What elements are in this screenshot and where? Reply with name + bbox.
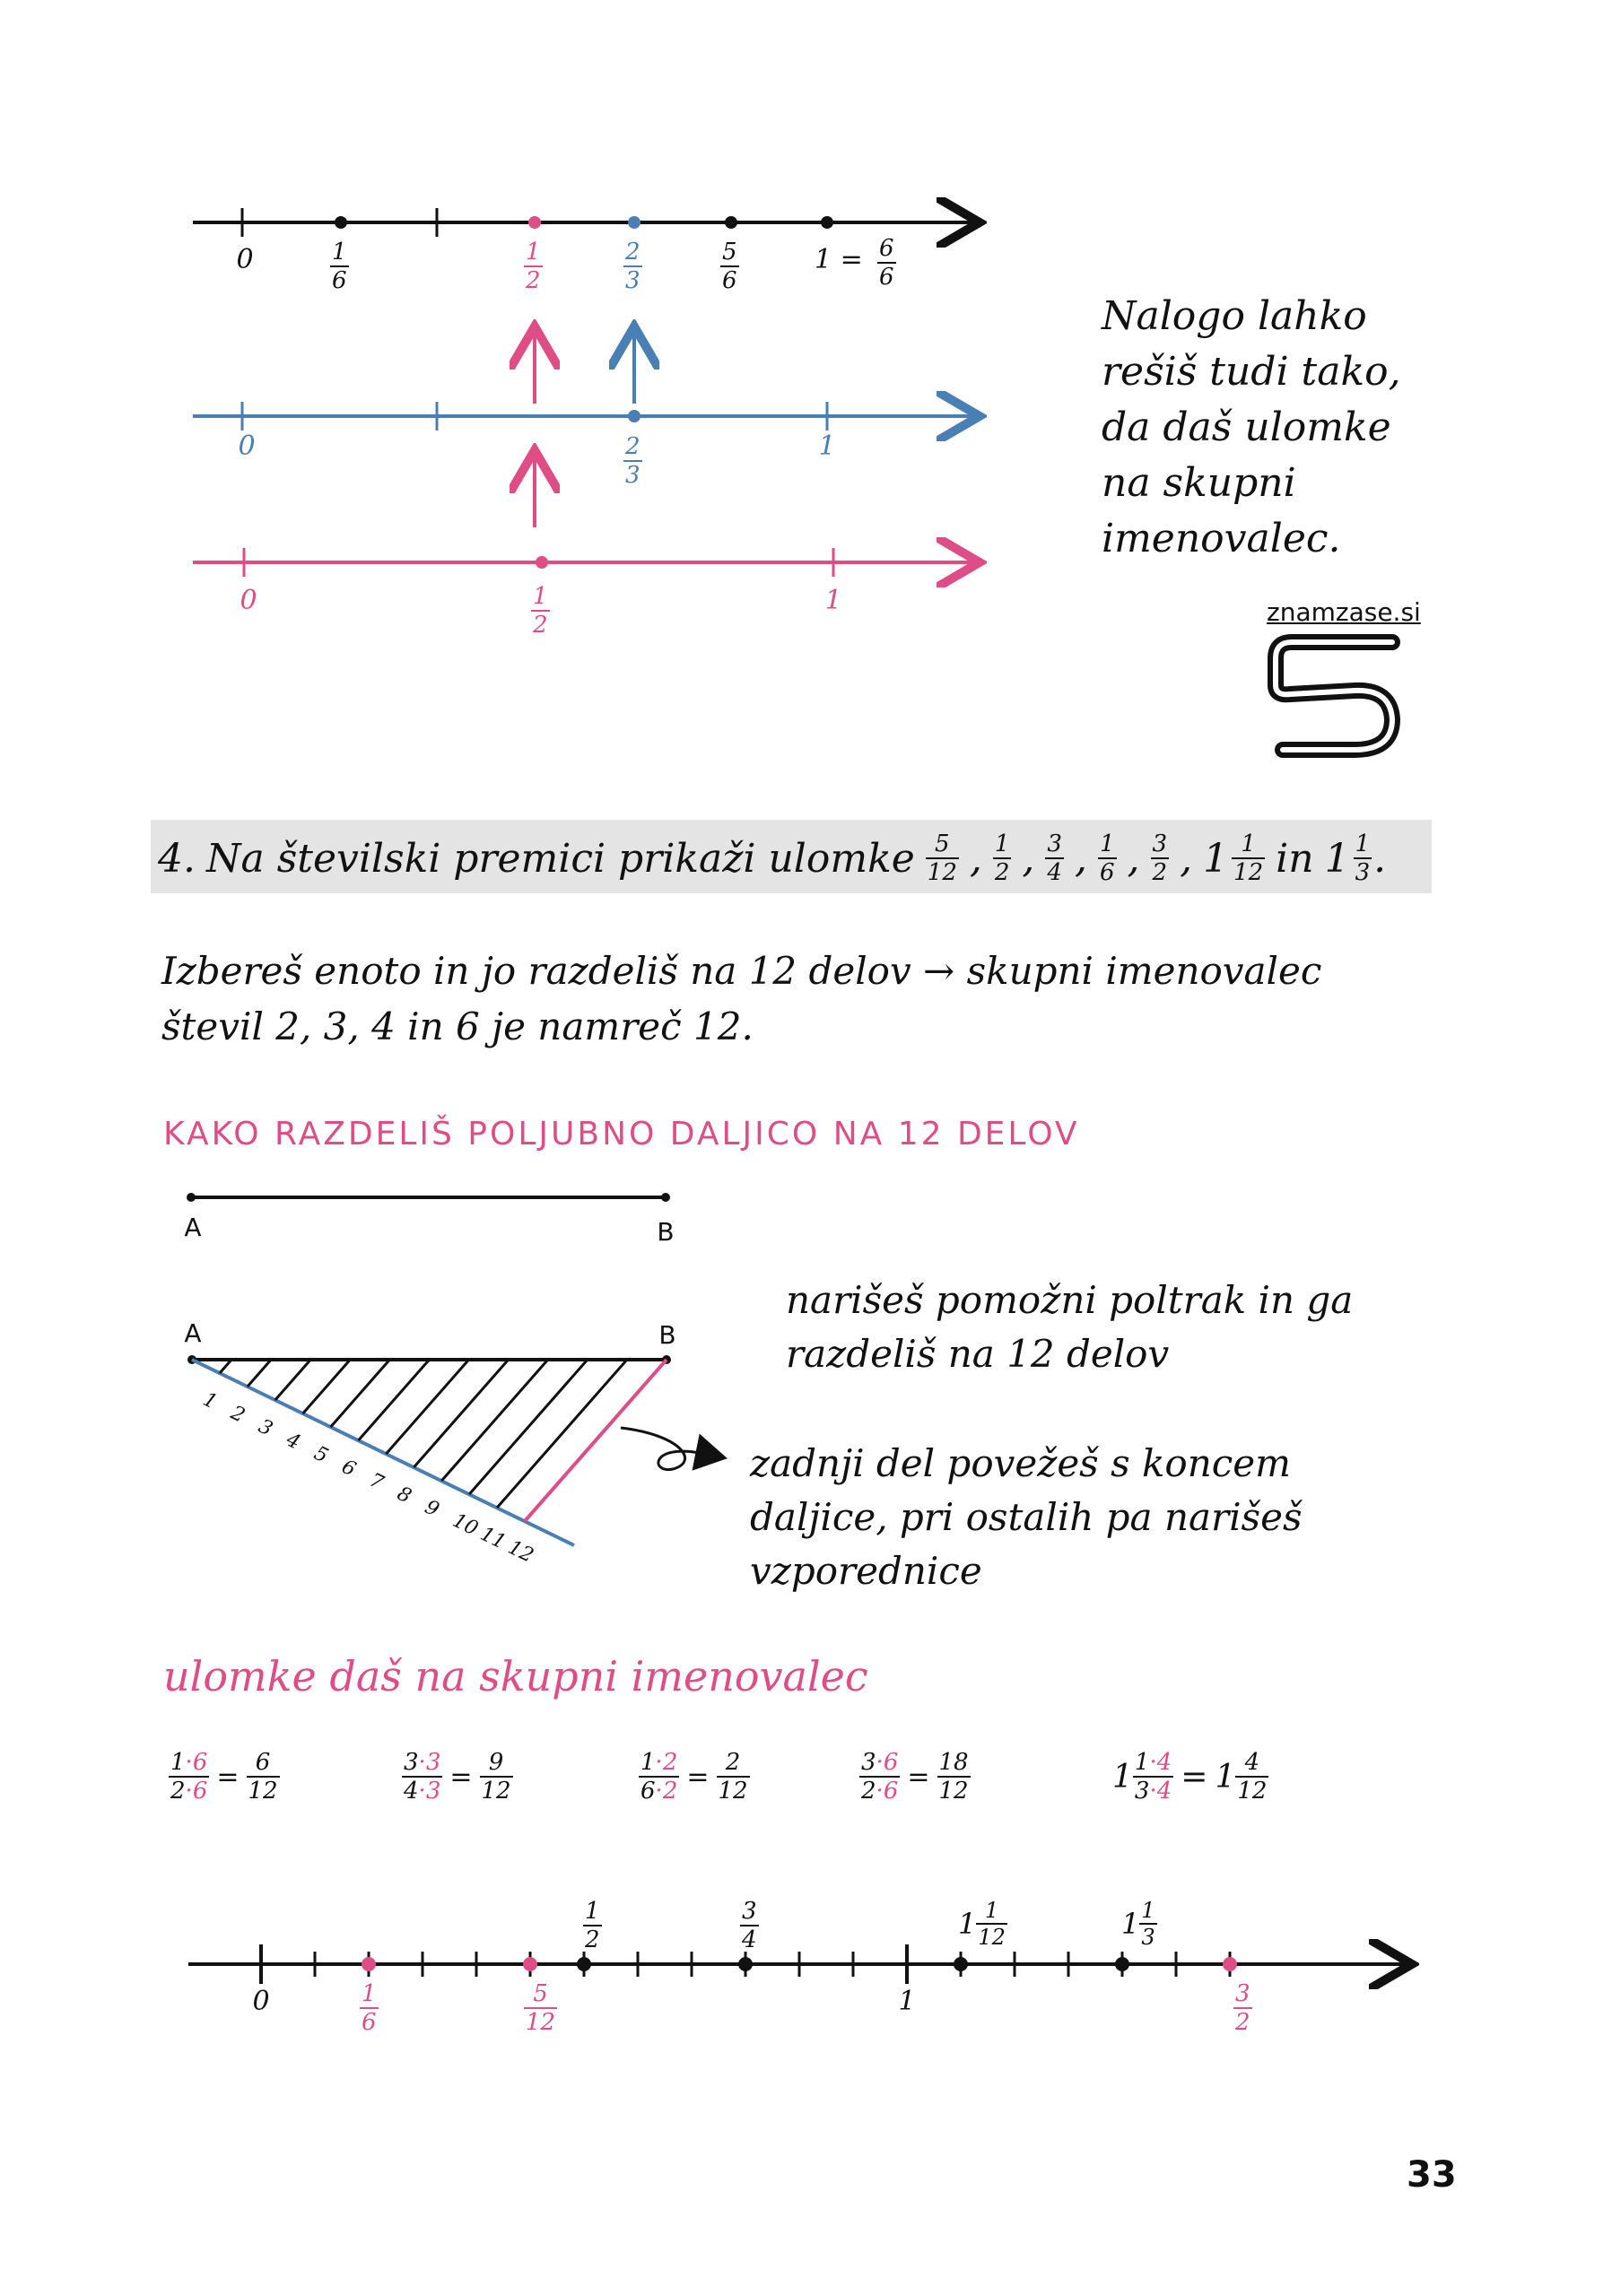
segment-ab — [170, 1188, 691, 1206]
blue-line-zero-label: 0 — [238, 430, 256, 462]
bottom-line-below-label: $\frac{1}{6}$ — [362, 1980, 377, 2036]
number-line-point-pink — [1223, 1957, 1237, 1971]
side-note-line: na skupni — [1102, 460, 1296, 506]
black-number-line — [193, 208, 976, 237]
ray-tick-label: 5 — [309, 1441, 332, 1468]
ray-tick-labels — [199, 1388, 536, 1568]
bottom-number-line — [0, 1928, 1612, 2018]
task-fraction: $\frac{1}{2}$ — [994, 831, 1010, 886]
construction-note-line: razdeliš na 12 delov — [786, 1332, 1170, 1376]
ray-tick-label: 3 — [255, 1414, 276, 1441]
ray-tick-label: 8 — [393, 1482, 415, 1509]
parallel-line — [441, 1360, 548, 1481]
task-fraction: $\frac{3}{4}$ — [1047, 831, 1062, 886]
parallel-line — [414, 1360, 508, 1467]
explanation — [161, 944, 1462, 1055]
construction-label-a: A — [184, 1318, 202, 1348]
ray-tick-label: 9 — [421, 1495, 443, 1522]
ray-tick-label: 6 — [337, 1455, 360, 1482]
segment-label-b: B — [657, 1217, 675, 1247]
logo-five-shape — [1256, 630, 1417, 764]
bottom-line-above-label: 1 $\frac{1}{12}$ — [958, 1898, 1006, 1950]
construction-note-line: vzporednice — [750, 1549, 982, 1593]
pink-line-one-half: $\frac{1}{2}$ — [533, 583, 548, 639]
parallel-line — [303, 1360, 351, 1413]
parallel-line — [331, 1360, 390, 1427]
black-line-two-thirds: $\frac{2}{3}$ — [625, 239, 640, 294]
pink-line-one-label: 1 — [824, 585, 842, 616]
black-line-one-half: $\frac{1}{2}$ — [526, 239, 541, 294]
black-line-zero-label: 0 — [236, 244, 254, 275]
bottom-line-below-label: $\frac{5}{12}$ — [526, 1980, 556, 2036]
blue-number-line — [193, 402, 976, 430]
common-denominator-heading: ulomke daš na skupni imenovalec — [163, 1652, 868, 1700]
page-number: 33 — [1407, 2154, 1457, 2196]
task-fraction: $\frac{3}{2}$ — [1152, 831, 1168, 886]
black-line-six-sixths: $\frac{6}{6}$ — [879, 235, 894, 291]
number-line-point — [738, 1957, 753, 1971]
mixed-equation: 1 $\frac{1\cdot 4}{3\cdot 4}$ = 1 $\frac{4}{12}$ — [1112, 1749, 1268, 1805]
side-note — [1102, 289, 1568, 567]
explanation-line: števil 2, 3, 4 in 6 je namreč 12. — [161, 1004, 754, 1048]
equation: $\frac{1\cdot 2}{6\cdot 2}$ = $\frac{2}{12}$ — [640, 1749, 748, 1805]
side-note-line: imenovalec. — [1102, 516, 1341, 561]
side-note-line: Nalogo lahko — [1102, 293, 1367, 339]
task-number: 4. — [158, 835, 196, 882]
side-note-line: rešiš tudi tako, — [1102, 349, 1401, 395]
parallel-line — [248, 1360, 271, 1387]
black-line-one-prefix: 1 = — [815, 244, 863, 275]
ray-tick-label: 7 — [365, 1468, 388, 1495]
curved-pointer-arrow — [621, 1428, 722, 1470]
equation: $\frac{3\cdot 3}{4\cdot 3}$ = $\frac{9}{12}$ — [404, 1749, 511, 1805]
segment-label-a: A — [184, 1213, 202, 1242]
bottom-line-above-label: $\frac{1}{2}$ — [585, 1898, 600, 1953]
black-line-one-sixth: $\frac{1}{6}$ — [332, 239, 347, 294]
auxiliary-ray — [192, 1360, 574, 1545]
task-text: Na številski premici prikaži ulomke — [205, 835, 915, 882]
bottom-line-below-label: $\frac{3}{2}$ — [1235, 1980, 1250, 2036]
ray-tick-label: 10 — [449, 1509, 482, 1541]
equation: $\frac{3\cdot 6}{2\cdot 6}$ = $\frac{18}{12}$ — [861, 1749, 969, 1805]
top-number-lines — [0, 0, 1032, 646]
parallel-line — [497, 1360, 627, 1508]
task-connector: in — [1276, 835, 1314, 882]
znamzase-logo-icon — [1256, 597, 1421, 759]
construction-note-line: zadnji del povežeš s koncem — [750, 1441, 1291, 1485]
task-end: . — [1373, 835, 1387, 882]
parallel-line — [386, 1360, 468, 1454]
construction-note-line: narišeš pomožni poltrak in ga — [786, 1278, 1354, 1322]
parallel-line — [220, 1360, 231, 1373]
ray-tick-label: 12 — [504, 1535, 537, 1568]
construction-note-1 — [786, 1274, 1521, 1381]
pink-number-line — [193, 548, 976, 577]
bottom-line-zero-label: 0 — [252, 1986, 270, 2017]
bottom-line-one-label: 1 — [898, 1986, 916, 2017]
construction-note-2 — [750, 1437, 1521, 1598]
ray-tick-label: 2 — [227, 1401, 248, 1428]
task-statement: 4. Na številski premici prikaži ulomke $\frac{5}{12}$ , $\frac{1}{2}$ , $\frac{3}{4}$ , $\frac{1}{6}$ , $\frac{3}{2}$ , 1 $\frac{1}{12}$ in 1 $\frac{1}{3}$ . — [158, 831, 1387, 886]
parallel-line — [275, 1360, 311, 1400]
parallel-line — [359, 1360, 430, 1440]
number-line-point — [577, 1957, 591, 1971]
black-line-five-sixths: $\frac{5}{6}$ — [722, 239, 737, 294]
number-line-point-pink — [523, 1957, 537, 1971]
construction-label-b: B — [658, 1320, 676, 1350]
side-note-line: da daš ulomke — [1102, 404, 1391, 450]
construction-note-line: daljice, pri ostalih pa narišeš — [750, 1495, 1303, 1539]
task-mixed-whole: 1 — [1324, 835, 1350, 882]
ray-tick-label: 4 — [283, 1428, 304, 1455]
task-fraction: $\frac{1}{6}$ — [1099, 831, 1115, 886]
explanation-line: Izbereš enoto in jo razdeliš na 12 delov → skupni imenovalec — [161, 949, 1322, 993]
task-mixed-fraction: $\frac{1}{12}$ — [1233, 831, 1264, 886]
task-mixed-whole: 1 — [1203, 835, 1229, 882]
task-fraction: $\frac{5}{12}$ — [927, 831, 957, 886]
bottom-line-above-label: $\frac{3}{4}$ — [742, 1898, 757, 1953]
number-line-point — [1115, 1957, 1129, 1971]
task-mixed-fraction: $\frac{1}{3}$ — [1355, 831, 1371, 886]
pink-line-zero-label: 0 — [240, 585, 257, 616]
blue-line-one-label: 1 — [818, 430, 836, 462]
blue-line-two-thirds: $\frac{2}{3}$ — [625, 433, 640, 489]
divide-segment-heading: KAKO RAZDELIŠ POLJUBNO DALJICO NA 12 DELOV — [163, 1116, 1080, 1152]
bottom-line-above-label: 1 $\frac{1}{3}$ — [1121, 1898, 1155, 1950]
parallel-line — [469, 1360, 588, 1494]
parallel-lines — [220, 1360, 627, 1508]
number-line-point — [954, 1957, 968, 1971]
logo-text: znamzase.si — [1267, 597, 1421, 627]
ray-tick-label: 1 — [199, 1387, 221, 1414]
number-line-point-pink — [362, 1957, 376, 1971]
ray-tick-label: 11 — [476, 1522, 510, 1554]
equation: $\frac{1\cdot 6}{2\cdot 6}$ = $\frac{6}{12}$ — [170, 1749, 278, 1805]
connecting-line — [525, 1360, 667, 1521]
